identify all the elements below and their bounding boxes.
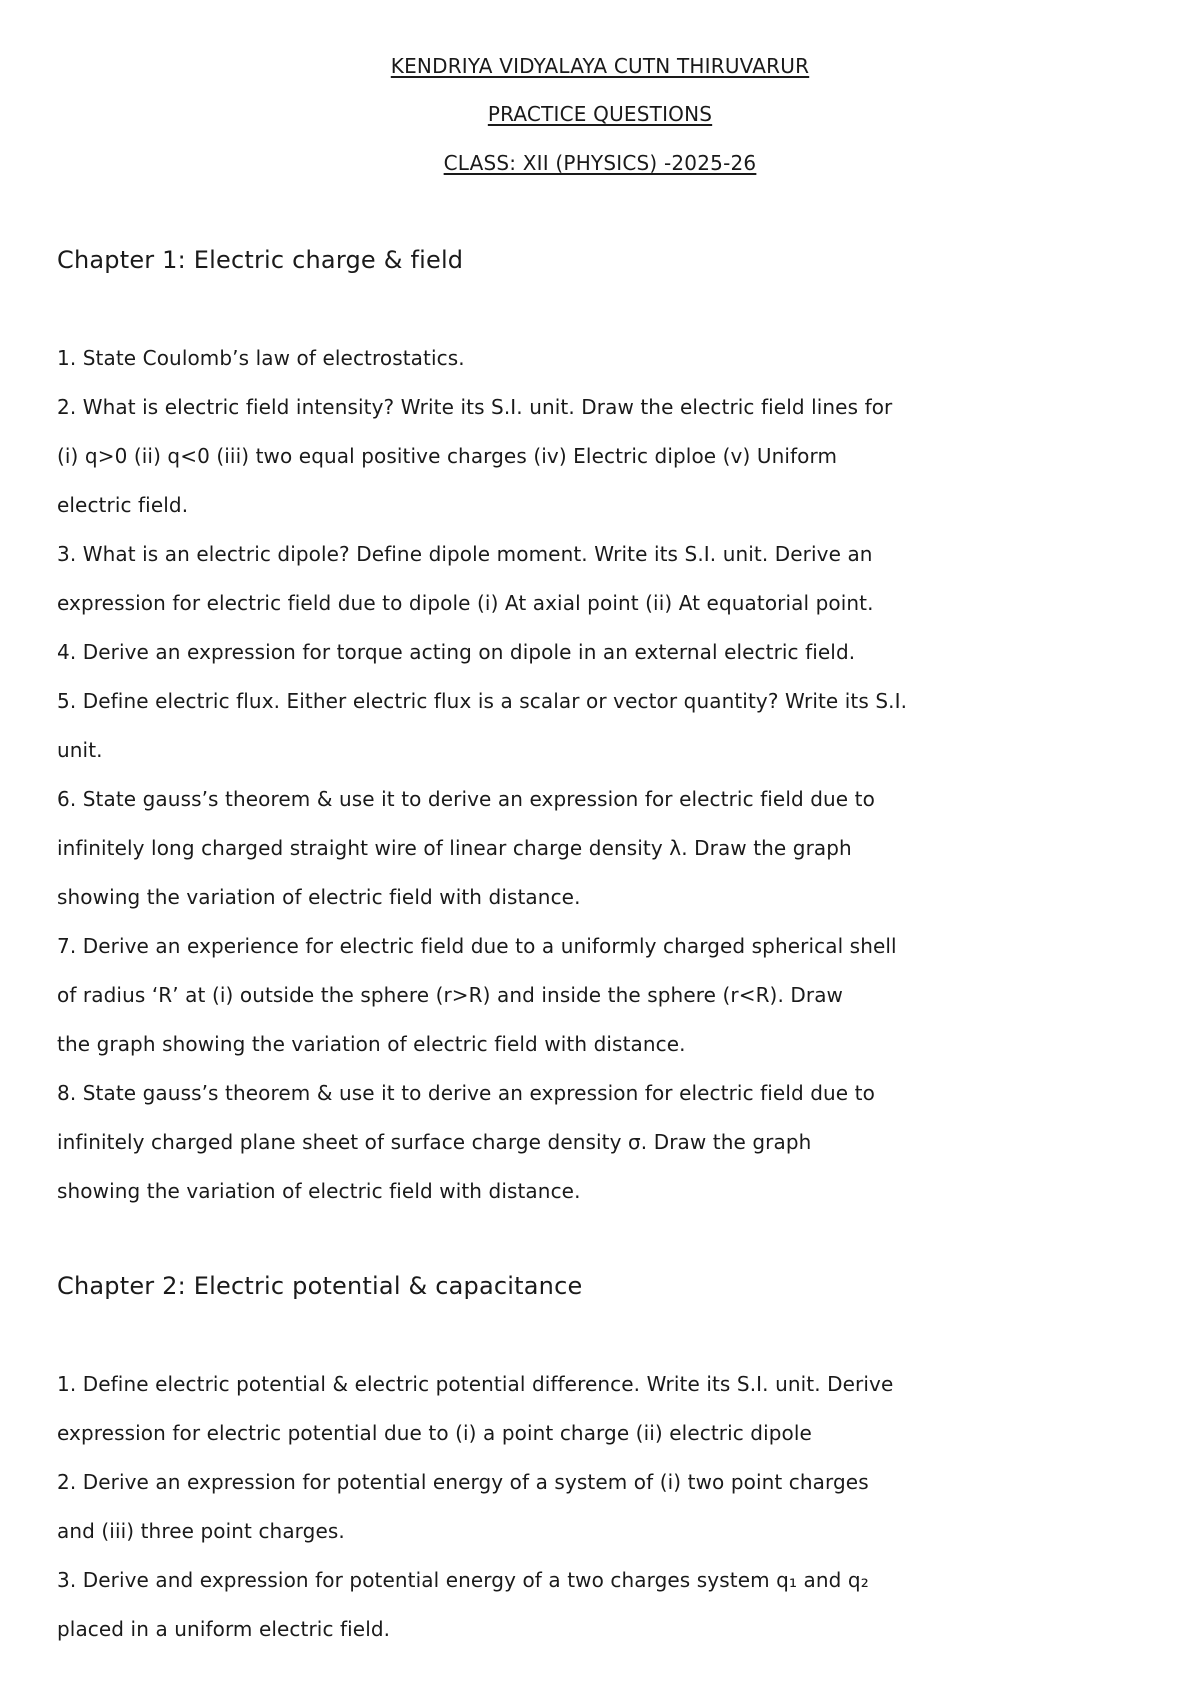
chapter-1-line: the graph showing the variation of electric field with distance. [57,1032,686,1056]
chapter-2-line: and (iii) three point charges. [57,1519,345,1543]
school-name: KENDRIYA VIDYALAYA CUTN THIRUVARUR [390,54,810,78]
chapter-1-line: 4. Derive an expression for torque acting on dipole in an external electric field. [57,640,856,664]
chapter-1-line: 7. Derive an experience for electric field due to a uniformly charged spherical shell [57,934,897,958]
chapter-1-line: showing the variation of electric field with distance. [57,1179,581,1203]
chapter-1-line: electric field. [57,493,189,517]
chapter-2-line: 1. Define electric potential & electric potential difference. Write its S.I. unit. Derive [57,1372,894,1396]
chapter-1-line: showing the variation of electric field with distance. [57,885,581,909]
chapter-2-line: 2. Derive an expression for potential energy of a system of (i) two point charges [57,1470,869,1494]
chapter-1-line: (i) q>0 (ii) q<0 (iii) two equal positive charges (iv) Electric diploe (v) Uniform [57,444,838,468]
chapter-1-line: expression for electric field due to dipole (i) At axial point (ii) At equatorial point. [57,591,874,615]
chapter-1-line: 1. State Coulomb’s law of electrostatics. [57,346,465,370]
chapter-1-line: 2. What is electric field intensity? Write its S.I. unit. Draw the electric field lines for [57,395,893,419]
chapter-2-line: expression for electric potential due to (i) a point charge (ii) electric dipole [57,1421,812,1445]
chapter-1-line: infinitely charged plane sheet of surface charge density σ. Draw the graph [57,1130,812,1154]
chapter-1-title: Chapter 1: Electric charge & field [57,246,464,274]
chapter-2-line: 3. Derive and expression for potential energy of a two charges system q₁ and q₂ [57,1568,869,1592]
chapter-1-line: 5. Define electric flux. Either electric flux is a scalar or vector quantity? Write its S.I. [57,689,908,713]
chapter-1-line: 8. State gauss’s theorem & use it to derive an expression for electric field due to [57,1081,875,1105]
chapter-1-line: 6. State gauss’s theorem & use it to derive an expression for electric field due to [57,787,875,811]
chapter-2-line: placed in a uniform electric field. [57,1617,391,1641]
chapter-1-line: 3. What is an electric dipole? Define dipole moment. Write its S.I. unit. Derive an [57,542,873,566]
chapter-1-line: unit. [57,738,103,762]
chapter-2-title: Chapter 2: Electric potential & capacitance [57,1272,583,1300]
chapter-1-line: of radius ‘R’ at (i) outside the sphere (r>R) and inside the sphere (r<R). Draw [57,983,844,1007]
chapter-1-line: infinitely long charged straight wire of linear charge density λ. Draw the graph [57,836,852,860]
document-title: PRACTICE QUESTIONS [487,102,713,126]
class-line: CLASS: XII (PHYSICS) -2025-26 [443,151,757,175]
